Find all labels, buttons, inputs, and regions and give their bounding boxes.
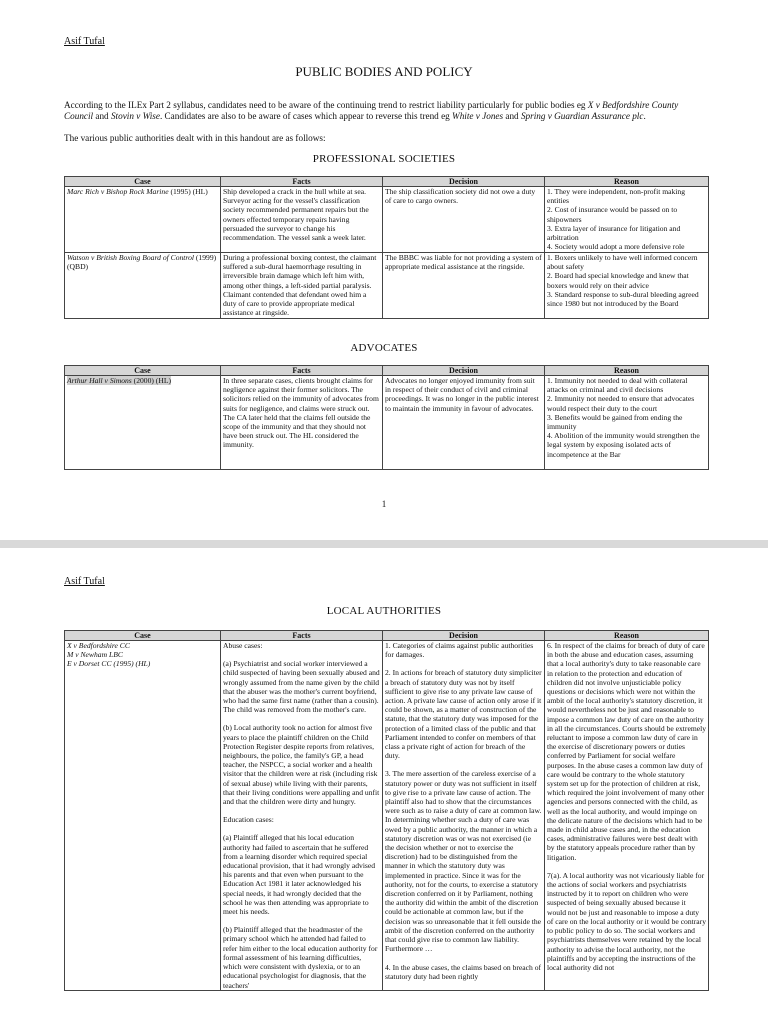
facts-cell: In three separate cases, clients brought claims for negligence against their former solicitors. The solicitors relied on the immunity of advocates from suits for negligence, and claims were struck out. The CA later held that the claims fell outside the scope of the immunity and that they should not have been struck out. The HL considered the immunity.: [221, 376, 383, 470]
decision-paragraph: 4. In the abuse cases, the claims based on breach of statutory duty had been rightly: [385, 962, 542, 981]
document-page-2: [0, 548, 768, 1024]
case-reference: X v Bedfordshire County Council: [64, 100, 679, 121]
table-row: [65, 187, 709, 253]
case-reference: Stovin v Wise: [110, 111, 160, 121]
case-citation: (1999) (QBD): [67, 253, 217, 272]
case-cell: [65, 253, 221, 319]
case-name: X v Bedfordshire CC: [67, 641, 130, 650]
reason-item: 3. Standard response to sub-dural bleeding agreed since 1980 but not introduced by the Board: [547, 289, 699, 309]
header-case: Case: [65, 366, 221, 376]
table-header-row: [65, 366, 709, 376]
reason-paragraph: 7(a). A local authority was not vicariously liable for the actions of social workers and psychiatrists instructed by it to report on children who were suspected of being sexually abused because it would not be just and reasonable to impose a duty of care on the local authority or it would be contrary to public policy to do so. The social workers and psychiatrists themselves were retained by the local authority to advise the local authority, not the plaintiffs and by accepting the instructions of the local authority did not: [547, 870, 706, 972]
facts-paragraph: Abuse cases:: [223, 641, 263, 650]
case-name: Marc Rich v Bishop Rock Marine: [67, 187, 169, 196]
case-reference: Spring v Guardian Assurance plc: [520, 111, 644, 121]
table-row: [65, 641, 709, 991]
header-decision: Decision: [383, 177, 545, 187]
reason-item: 2. Board had special knowledge and knew that boxers would rely on their advice: [547, 271, 689, 290]
table-header-row: [65, 177, 709, 187]
case-reference: White v Jones: [452, 111, 504, 121]
reason-item: 4. Society would adopt a more defensive role: [547, 242, 685, 252]
reason-item: 3. Benefits would be gained from ending the immunity: [547, 412, 683, 432]
local-authorities-table: [64, 630, 709, 991]
case-name: Watson v British Boxing Board of Control: [67, 253, 194, 262]
decision-cell: The ship classification society did not owe a duty of care to cargo owners.: [383, 187, 545, 253]
reason-cell: [545, 253, 709, 319]
reason-item: 2. Immunity not needed to ensure that advocates would respect their duty to the court: [547, 394, 695, 413]
author-name: Asif Tufal: [64, 576, 105, 587]
advocates-table: [64, 365, 709, 470]
header-reason: Reason: [545, 177, 709, 187]
reason-cell: [545, 376, 709, 470]
case-name: E v Dorset CC (1995) (HL): [67, 659, 151, 669]
decision-paragraph: 2. In actions for breach of statutory duty simpliciter a breach of statutory duty was not by itself sufficient to give rise to any private law cause of action. A private law cause of action only arose if it could be shown, as a matter of construction of the statute, that the statutory duty was imposed for the protection of a limited class of the public and that Parliament intended to confer on members of that class a private right of action for breach of the duty.: [385, 668, 542, 761]
header-facts: Facts: [221, 366, 383, 376]
decision-paragraph: 1. Categories of claims against public authorities for damages.: [385, 641, 534, 660]
intro-text: . Candidates are also to be aware of cases which appear to reverse this trend eg: [159, 111, 453, 121]
facts-cell: Ship developed a crack in the hull while at sea. Surveyor acting for the vessel's classification society recommended permanent repairs but the owners effected temporary repairs having persuaded the surveyor to change his recommendation. The vessel sank a week later.: [221, 187, 383, 253]
reason-item: 3. Extra layer of insurance for litigation and arbitration: [547, 223, 681, 243]
decision-cell: [383, 641, 545, 991]
professional-societies-table: [64, 176, 709, 319]
intro-text: and: [503, 111, 521, 121]
intro-paragraph-2: The various public authorities dealt with in this handout are as follows:: [64, 133, 326, 143]
facts-paragraph: (a) Psychiatrist and social worker interviewed a child suspected of having been sexually abused and wrongly assumed from the name given by the child that the abuser was the mother's current boyfriend, who had the same first name (rather than a cousin). The child was removed from the mother's care.: [223, 659, 380, 715]
reason-item: 1. Boxers unlikely to have well informed concern about safety: [547, 253, 698, 272]
header-facts: Facts: [221, 631, 383, 641]
facts-paragraph: (b) Plaintiff alleged that the headmaster of the primary school which he attended had failed to refer him either to the local education authority for formal assessment of his learning difficulties, which were consistent with dyslexia, or to an educational psychologist for diagnosis, that the teachers': [223, 925, 378, 990]
header-facts: Facts: [221, 177, 383, 187]
header-case: Case: [65, 177, 221, 187]
intro-text: and: [93, 111, 111, 121]
reason-cell: [545, 187, 709, 253]
reason-item: 4. Abolition of the immunity would strengthen the legal system by exposing isolated acts of incompetence at the Bar: [547, 431, 700, 459]
intro-text: .: [643, 111, 646, 121]
case-citation: (1995) (HL): [168, 187, 208, 196]
intro-text: According to the ILEx Part 2 syllabus, candidates need to be aware of the continuing trend to restrict liability particularly for public bodies eg: [64, 100, 588, 110]
reason-item: 1. They were independent, non-profit making entities: [547, 187, 685, 206]
section-heading-professional-societies: PROFESSIONAL SOCIETIES: [312, 153, 456, 165]
reason-item: 2. Cost of insurance would be passed on to shipowners: [547, 205, 678, 224]
intro-paragraph: [64, 100, 704, 122]
table-header-row: [65, 631, 709, 641]
facts-cell: [221, 641, 383, 991]
table-row: [65, 376, 709, 470]
reason-item: 1. Immunity not needed to deal with collateral attacks on criminal and civil decisions: [547, 376, 688, 395]
table-row: [65, 253, 709, 319]
reason-paragraph: 6. In respect of the claims for breach of duty of care in both the abuse and education cases, assuming that a local authority's duty to take reasonable care in relation to the protection and education of children did not involve unjusticiable policy questions or decisions which were not within the ambit of the local authority's statutory discretion, it would nevertheless not be just and reasonable to impose a common law duty of care on the authority in all the circumstances. Courts should be extremely reluctant to impose a common law duty of care in the exercise of discretionary powers or duties conferred by Parliament for social welfare purposes. In the abuse cases a common law duty of care would be contrary to the whole statutory system set up for the protection of children at risk, which required the joint involvement of many other agencies and persons connected with the child, as well as the local authority, and would impinge on the delicate nature of the decisions which had to be made in child abuse cases and, in the education cases, administrative failures were best dealt with by the statutory appeals procedure rather than by litigation.: [547, 641, 707, 862]
facts-paragraph: (a) Plaintiff alleged that his local education authority had failed to ascertain that he suffered from a learning disorder which required special educational provision, that it had wrongly advised his parents and that even when pursuant to the Education Act 1981 it later acknowledged his special needs, it had wrongly decided that the school he was then attending was appropriate to meet his needs.: [223, 833, 376, 917]
decision-cell: The BBBC was liable for not providing a system of appropriate medical assistance at the ringside.: [383, 253, 545, 319]
document-title: PUBLIC BODIES AND POLICY: [295, 64, 473, 79]
decision-cell: Advocates no longer enjoyed immunity from suit in respect of their conduct of civil and criminal proceedings. It was no longer in the public interest to maintain the immunity in favour of advocates.: [383, 376, 545, 470]
section-heading-local-authorities: LOCAL AUTHORITIES: [326, 605, 442, 617]
page-number: 1: [381, 499, 387, 509]
decision-paragraph: 3. The mere assertion of the careless exercise of a statutory power or duty was not sufficient in itself to give rise to a private law cause of action. The plaintiff also had to show that the circumstances were such as to raise a duty of care at common law. In determining whether such a duty of care was owed by a public authority, the manner in which a statutory discretion was or was not exercised (ie the decision whether or not to exercise the discretion) had to be distinguished from the manner in which the statutory duty was implemented in practice. Since it was for the authority, not for the courts, to exercise a statutory discretion conferred on it by Parliament, nothing the authority did within the ambit of the discretion could be actionable at common law, but if the decision was so unreasonable that it fell outside the ambit of the discretion conferred on the authority that could give rise to common law liability. Furthermore …: [385, 769, 542, 954]
case-cell: [65, 187, 221, 253]
header-reason: Reason: [545, 366, 709, 376]
facts-paragraph: Education cases:: [223, 815, 274, 825]
header-decision: Decision: [383, 631, 545, 641]
case-name: Arthur Hall v Simons: [67, 376, 132, 385]
header-reason: Reason: [545, 631, 709, 641]
case-cell: [65, 376, 221, 470]
case-cell: [65, 641, 221, 991]
author-name: Asif Tufal: [64, 36, 105, 47]
case-citation: (2000) (HL): [131, 376, 171, 385]
header-decision: Decision: [383, 366, 545, 376]
case-name: M v Newham LBC: [67, 650, 123, 660]
section-heading-advocates: ADVOCATES: [350, 342, 418, 354]
facts-paragraph: (b) Local authority took no action for almost five years to place the plaintiff children on the Child Protection Register despite reports from relatives, neighbours, the police, the family's GP, a head teacher, the NSPCC, a social worker and a health visitor that the children were at risk (including risk of sexual abuse) while living with their parents, that their living conditions were appalling and unfit and that the children were dirty and hungry.: [223, 723, 380, 807]
header-case: Case: [65, 631, 221, 641]
reason-cell: [545, 641, 709, 991]
facts-cell: During a professional boxing contest, the claimant suffered a sub-dural haemorrhage resulting in irreversible brain damage which left him with, among other things, a left-sided partial paralysis. Claimant contended that defendant owed him a duty of care to provide appropriate medical assistance at ringside.: [221, 253, 383, 319]
